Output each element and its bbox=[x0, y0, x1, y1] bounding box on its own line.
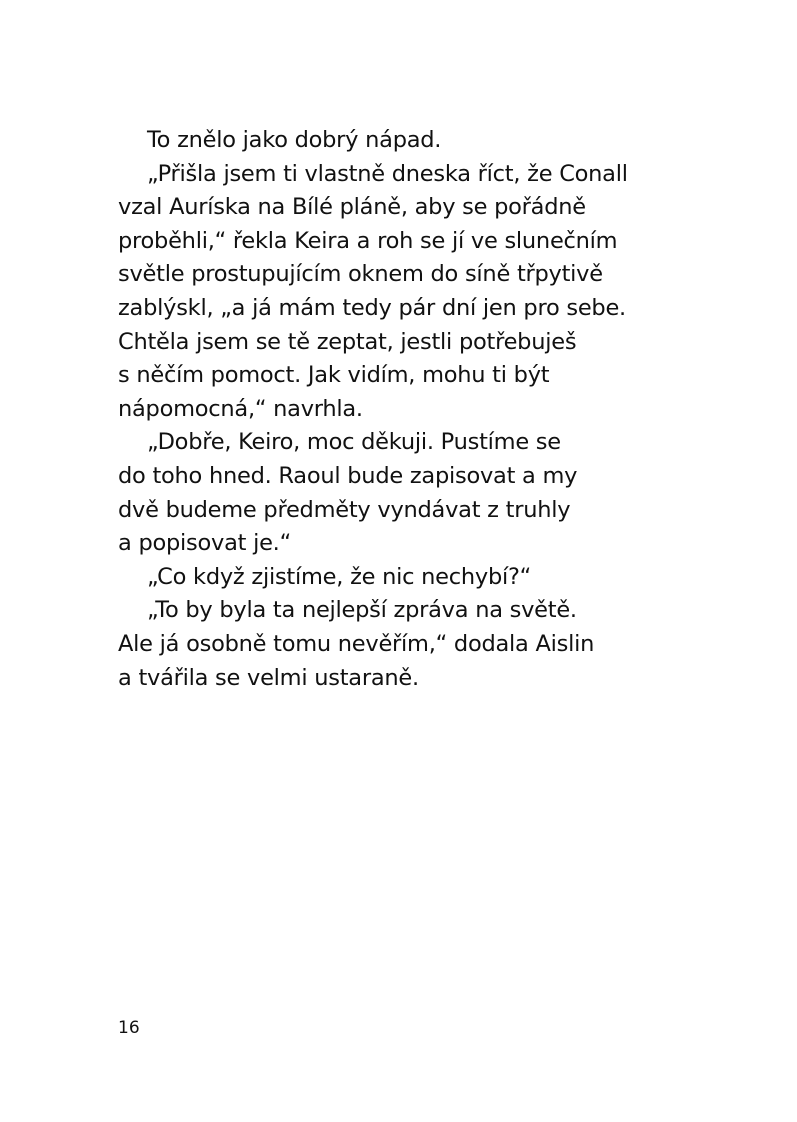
text-line: „Dobře, Keiro, moc děkuji. Pustíme se bbox=[147, 429, 561, 456]
text-line: „Co když zjistíme, že nic nechybí?“ bbox=[147, 563, 532, 590]
text-line: nápomocná,“ navrhla. bbox=[118, 395, 363, 422]
text-line: a tvářila se velmi ustaraně. bbox=[118, 664, 419, 691]
text-line: s něčím pomoct. Jak vidím, mohu ti být bbox=[118, 362, 550, 389]
text-line: zablýskl, „a já mám tedy pár dní jen pro sebe. bbox=[118, 294, 626, 321]
text-line: proběhli,“ řekla Keira a roh se jí ve slunečním bbox=[118, 227, 618, 254]
text-line: do toho hned. Raoul bude zapisovat a my bbox=[118, 462, 578, 489]
page-number: 16 bbox=[118, 1018, 140, 1038]
text-line: vzal Auríska na Bílé pláně, aby se pořádně bbox=[118, 194, 586, 221]
text-line: Chtěla jsem se tě zeptat, jestli potřebuješ bbox=[118, 328, 577, 355]
text-line: „Přišla jsem ti vlastně dneska říct, že Conall bbox=[147, 160, 628, 187]
text-line: a popisovat je.“ bbox=[118, 530, 291, 557]
text-line: světle prostupujícím oknem do síně třpytivě bbox=[118, 261, 603, 288]
text-line: To znělo jako dobrý nápad. bbox=[147, 127, 442, 153]
text-line: Ale já osobně tomu nevěřím,“ dodala Aislin bbox=[118, 630, 595, 657]
body-text bbox=[118, 124, 718, 695]
text-line: dvě budeme předměty vyndávat z truhly bbox=[118, 496, 571, 523]
text-line: „To by byla ta nejlepší zpráva na světě. bbox=[147, 597, 577, 624]
